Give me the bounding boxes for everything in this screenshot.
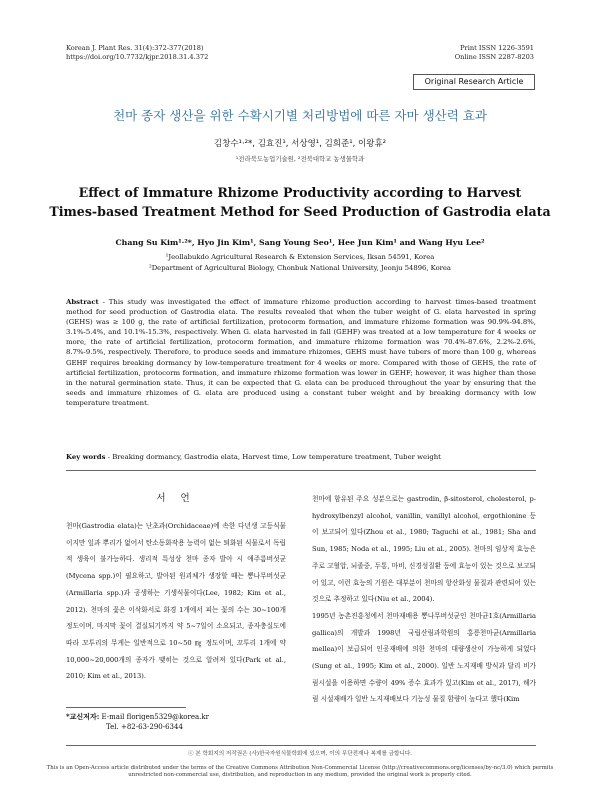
abstract-text: - This study was investigated the effect of immature rhizome production according to harvest times-based treatment method for seed production of Gastrodia elata. The results revealed that when the tuber weight of G. elata harvested in spring (GEHS) was ≥ 100 g, the rate of artificial fertilization, protocorm formation, and immature rhizome formation was 90.9%-94.8%, 3.1%-5.4%, and 10.1%-15.3%, respectively. When G. elata harvested in fall (GEHF) was treated at a low temperature for 4 weeks or more, the rate of artificial fertilization, protocorm formation, and immature rhizome formation was 70.4%-87.6%, 2.2%-2.6%, 8.7%-9.5%, respectively. Therefore, to produce seeds and immature rhizomes, GEHS must have tubers of more than 100 g, whereas GEHF requires breaking dormancy by low-temperature treatment for 4 weeks or more. Compared with those of GEHS, the rate of artificial fertilization, protocorm formation, and immature rhizome formation was lower in GEHF; however, it was higher than those in the natural germination state. Thus, it can be expected that G. elata can be produced throughout the year by ensuring that the seeds and immature rhizomes of G. elata are produced using a constant tuber weight and by breaking dormancy with low temperature treatment. — [66, 298, 536, 407]
abstract-label: Abstract — [66, 298, 99, 306]
body-left-column: 천마(Gastrodia elata)는 난초과(Orchidaceae)에 속한 다년생 고등식물이지만 잎과 뿌리가 없어서 탄소동화작용 능력이 없는 퇴화된 식물로서 독립적 생육이 불가능하다. 생리적 특성상 천마 종자 발아 시 애주름버섯균(Mycena spp.)이 필요하고, 발아된 원괴체가 생장할 때는 뽕나무버섯균(Armillaria spp.)과 공생하는 기생식물이다(Lee, 1982; Kim et al., 2012). 천마의 꽃은 이삭화서로 화경 1개에서 피는 꽃의 수는 30~100개 정도이며, 마지막 꽃이 결실되기까지 약 5~7일이 소요되고, 종자충실도에 따라 꼬투리의 무게는 일반적으로 10~50 ㎎ 정도이며, 꼬투리 1개에 약 10,000~20,000개의 종자가 맺히는 것으로 알려져 있다(Park et al., 2010; Kim et al., 2013). — [66, 522, 286, 681]
affiliations-korean: ¹전라북도농업기술원, ²전북대학교 농생물학과 — [235, 155, 365, 163]
footnote-divider — [66, 707, 186, 708]
section-heading-introduction: 서 언 — [156, 493, 196, 504]
corresponding-email[interactable]: E-mail florigen5329@korea.kr — [101, 713, 209, 721]
corresponding-author — [66, 712, 286, 732]
title-english-line1: Effect of Immature Rhizome Productivity according to Harvest — [78, 185, 522, 200]
doi-link[interactable]: https://doi.org/10.7732/kjpr.2018.31.4.372 — [66, 53, 209, 61]
online-issn: Online ISSN 2287-8203 — [454, 53, 534, 61]
title-english — [40, 183, 560, 221]
footer-divider — [66, 745, 536, 746]
license-notice: This is an Open-Access article distributed under the terms of the Creative Commons Attribution Non-Commercial License (http://creativecommons.org/licenses/by-nc/3.0) which permits unrestricted non-commercial use, distribution, and reproduction in any medium, provided the original work is properly cited. — [46, 765, 554, 778]
copyright-notice: ⓒ 본 학회지의 저작권은 (사)한국자원식물학회에 있으며, 이의 무단전재나 복제를 금합니다. — [187, 751, 413, 757]
keywords-label: Key words — [66, 453, 106, 461]
keywords — [66, 452, 536, 462]
abstract — [66, 297, 536, 408]
authors-english: Chang Su Kim¹·²*, Hyo Jin Kim¹, Sang Young Seo¹, Hee Jun Kim¹ and Wang Hyu Lee² — [115, 238, 485, 247]
title-korean: 천마 종자 생산을 위한 수확시기별 처리방법에 따른 자마 생산력 효과 — [113, 108, 487, 123]
journal-citation: Korean J. Plant Res. 31(4):372-377(2018) — [66, 44, 204, 52]
affiliation-english-2: ²Department of Agricultural Biology, Chonbuk National University, Jeonju 54896, Korea — [149, 264, 451, 272]
body-right-column: 천마에 함유된 주요 성분으로는 gastrodin, β-sitosterol, cholesterol, p-hydroxylbenzyl alcohol, vanillin, vanillyl alcohol, ergothionine 등이 보고되어 있다(Zhou et al., 1980; Taguchi et al., 1981; Sha and Sun, 1985; Noda et al., 1995; Liu et al., 2005). 천마의 임상적 효능은 주로 고혈압, 뇌졸중, 두통, 마비, 신경성질환 등에 효능이 있는 것으로 보고되어 있고, 이런 효능의 기원은 대부분이 천마의 항산화성 물질과 관련되어 있는 것으로 추정하고 있다(Niu et al., 2004). 1995년 농촌진흥청에서 천마재배용 뽕나무버섯균인 천마균1호(Armillaria gallica)의 개발과 1998년 국립산림과학원의 홍릉천마균(Armillaria mellea)이 보급되어 인공재배에 의한 천마의 대량생산이 가능하게 되었다(Sung et al., 1995; Kim et al., 2000). 일반 노지재배 방식과 달리 비가림시설을 이용하면 수량이 49% 증수 효과가 있고(Kim et al., 2017), 해가림 시설재배가 일반 노지재배보다 기능성 물질 함량이 높다고 했다(Kim — [312, 495, 536, 704]
article-type-badge: Original Research Article — [413, 74, 535, 90]
corresponding-tel: Tel. +82-63-290-6344 — [106, 723, 183, 731]
title-english-line2: Times-based Treatment Method for Seed Production of Gastrodia elata — [49, 204, 551, 219]
keywords-text: - Breaking dormancy, Gastrodia elata, Harvest time, Low temperature treatment, Tuber weight — [105, 453, 441, 461]
corresponding-label: *교신저자: — [66, 712, 100, 721]
section-divider — [66, 470, 536, 471]
authors-korean: 김창수¹·²*, 김효진¹, 서상영¹, 김희준¹, 이왕휴² — [213, 139, 387, 149]
affiliation-english-1: ¹Jeollabukdo Agricultural Research & Extension Services, Iksan 54591, Korea — [165, 253, 435, 261]
print-issn: Print ISSN 1226-3591 — [460, 44, 534, 52]
